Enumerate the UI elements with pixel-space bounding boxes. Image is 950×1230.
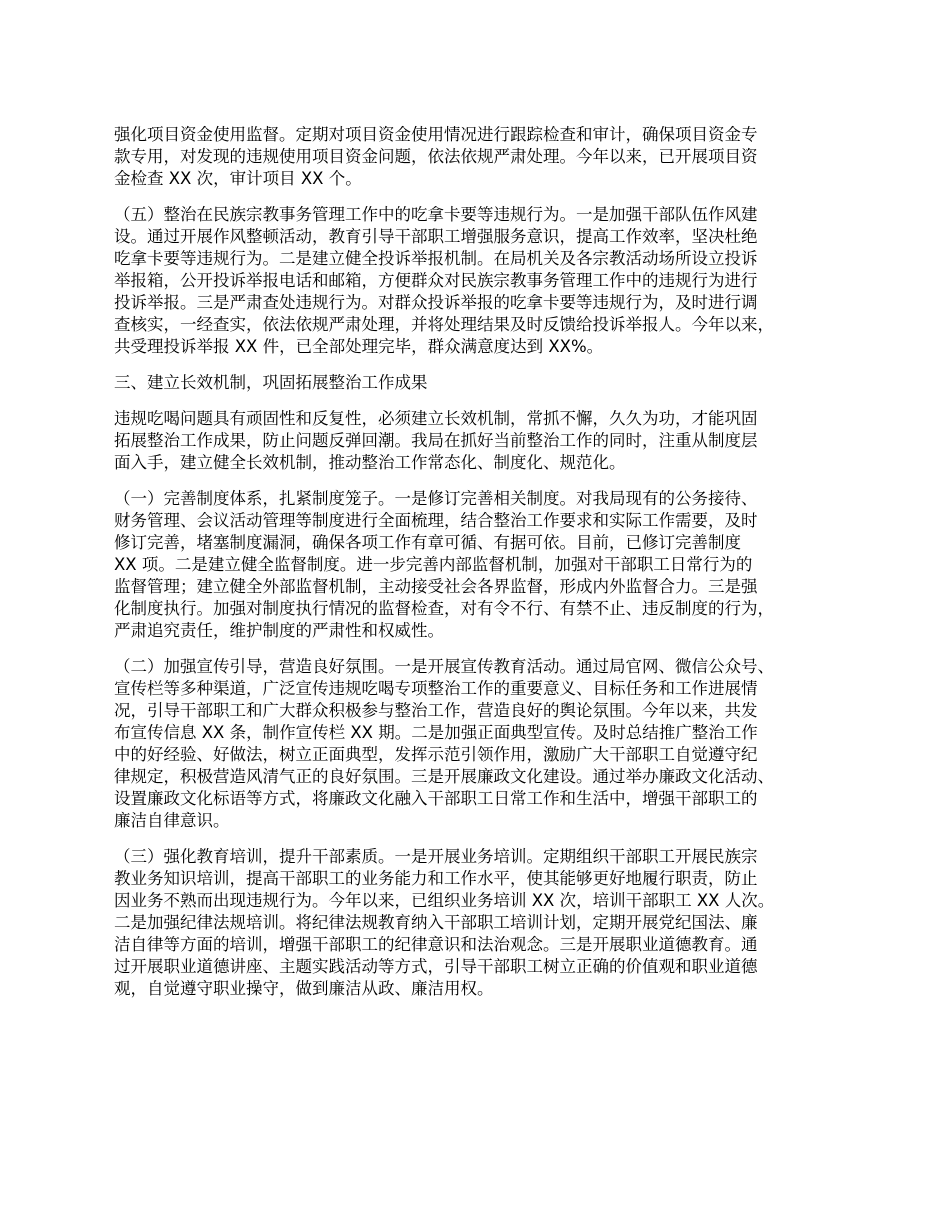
text-line: （一）完善制度体系，扎紧制度笼子。一是修订完善相关制度。对我局现有的公务接待、 bbox=[114, 489, 758, 508]
text-line: 设。通过开展作风整顿活动，教育引导干部职工增强服务意识，提高工作效率，坚决杜绝 bbox=[114, 227, 758, 246]
text-line: （五）整治在民族宗教事务管理工作中的吃拿卡要等违规行为。一是加强干部队伍作风建 bbox=[114, 205, 758, 224]
text-line: 财务管理、会议活动管理等制度进行全面梳理，结合整治工作要求和实际工作需要，及时 bbox=[114, 511, 758, 530]
text-line: 布宣传信息 XX 条，制作宣传栏 XX 期。二是加强正面典型宣传。及时总结推广整治工作 bbox=[114, 723, 758, 742]
text-line: 况，引导干部职工和广大群众积极参与整治工作，营造良好的舆论氛围。今年以来，共发 bbox=[114, 701, 758, 720]
text-line: 二是加强纪律法规培训。将纪律法规教育纳入干部职工培训计划，定期开展党纪国法、廉 bbox=[114, 913, 758, 932]
body-paragraph bbox=[114, 124, 859, 190]
text-line: 律规定，积极营造风清气正的良好氛围。三是开展廉政文化建设。通过举办廉政文化活动、 bbox=[114, 767, 774, 786]
text-line: 违规吃喝问题具有顽固性和反复性，必须建立长效机制，常抓不懈，久久为功，才能巩固 bbox=[114, 409, 758, 428]
text-line: 查核实，一经查实，依法依规严肃处理，并将处理结果及时反馈给投诉举报人。今年以来， bbox=[114, 315, 774, 334]
body-paragraph bbox=[114, 204, 859, 358]
text-line: （三）强化教育培训，提升干部素质。一是开展业务培训。定期组织干部职工开展民族宗 bbox=[114, 847, 758, 866]
text-line: 因业务不熟而出现违规行为。今年以来，已组织业务培训 XX 次，培训干部职工 XX 人次。 bbox=[114, 891, 775, 910]
body-paragraph bbox=[114, 488, 859, 642]
body-paragraph bbox=[114, 656, 859, 832]
text-line: 设置廉政文化标语等方式，将廉政文化融入干部职工日常工作和生活中，增强干部职工的 bbox=[114, 789, 758, 808]
text-line: 化制度执行。加强对制度执行情况的监督检查，对有令不行、有禁不止、违反制度的行为， bbox=[114, 599, 774, 618]
text-line: 吃拿卡要等违规行为。二是建立健全投诉举报机制。在局机关及各宗教活动场所设立投诉 bbox=[114, 249, 758, 268]
text-line: 洁自律等方面的培训，增强干部职工的纪律意识和法治观念。三是开展职业道德教育。通 bbox=[114, 935, 758, 954]
body-paragraph bbox=[114, 846, 859, 1000]
text-line: 共受理投诉举报 XX 件，已全部处理完毕，群众满意度达到 XX%。 bbox=[114, 337, 604, 356]
text-line: 过开展职业道德讲座、主题实践活动等方式，引导干部职工树立正确的价值观和职业道德 bbox=[114, 957, 758, 976]
text-line: 投诉举报。三是严肃查处违规行为。对群众投诉举报的吃拿卡要等违规行为，及时进行调 bbox=[114, 293, 758, 312]
text-line: 观，自觉遵守职业操守，做到廉洁从政、廉洁用权。 bbox=[114, 979, 494, 998]
text-line: 拓展整治工作成果，防止问题反弹回潮。我局在抓好当前整治工作的同时，注重从制度层 bbox=[114, 431, 758, 450]
text-line: 金检查 XX 次，审计项目 XX 个。 bbox=[114, 169, 362, 188]
section-heading bbox=[114, 372, 859, 394]
text-line: 监督管理；建立健全外部监督机制，主动接受社会各界监督，形成内外监督合力。三是强 bbox=[114, 577, 758, 596]
text-line: 严肃追究责任，维护制度的严肃性和权威性。 bbox=[114, 621, 444, 640]
text-line: XX 项。二是建立健全监督制度。进一步完善内部监督机制，加强对干部职工日常行为的 bbox=[114, 555, 753, 574]
document-body bbox=[114, 124, 859, 1014]
text-line: 举报箱，公开投诉举报电话和邮箱，方便群众对民族宗教事务管理工作中的违规行为进行 bbox=[114, 271, 758, 290]
text-line: 面入手，建立健全长效机制，推动整治工作常态化、制度化、规范化。 bbox=[114, 453, 626, 472]
text-line: 修订完善，堵塞制度漏洞，确保各项工作有章可循、有据可依。目前，已修订完善制度 bbox=[114, 533, 741, 552]
text-line: 三、建立长效机制，巩固拓展整治工作成果 bbox=[114, 373, 428, 392]
text-line: 强化项目资金使用监督。定期对项目资金使用情况进行跟踪检查和审计，确保项目资金专 bbox=[114, 125, 758, 144]
body-paragraph bbox=[114, 408, 859, 474]
text-line: 宣传栏等多种渠道，广泛宣传违规吃喝专项整治工作的重要意义、目标任务和工作进展情 bbox=[114, 679, 758, 698]
text-line: （二）加强宣传引导，营造良好氛围。一是开展宣传教育活动。通过局官网、微信公众号、 bbox=[114, 657, 774, 676]
text-line: 款专用，对发现的违规使用项目资金问题，依法依规严肃处理。今年以来，已开展项目资 bbox=[114, 147, 758, 166]
text-line: 教业务知识培训，提高干部职工的业务能力和工作水平，使其能够更好地履行职责，防止 bbox=[114, 869, 758, 888]
text-line: 廉洁自律意识。 bbox=[114, 811, 230, 830]
text-line: 中的好经验、好做法，树立正面典型，发挥示范引领作用，激励广大干部职工自觉遵守纪 bbox=[114, 745, 758, 764]
